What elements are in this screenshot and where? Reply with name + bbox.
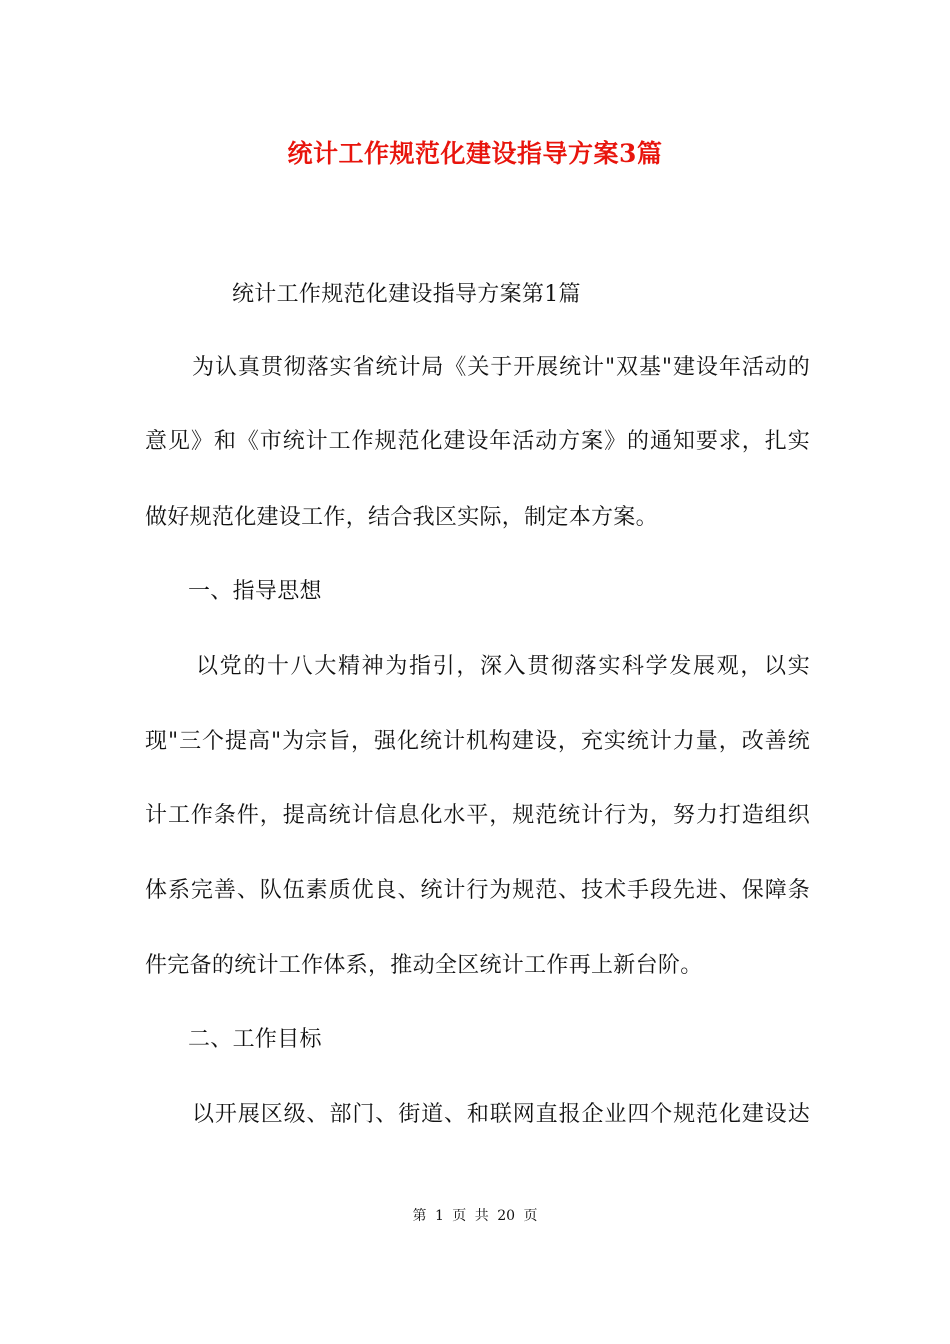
paragraph-line: 以开展区级、部门、街道、和联网直报企业四个规范化建设达 <box>192 1102 810 1127</box>
paragraph-line: 体系完善、队伍素质优良、统计行为规范、技术手段先进、保障条 <box>145 878 810 903</box>
paragraph-line: 计工作条件，提高统计信息化水平，规范统计行为，努力打造组织 <box>145 803 810 828</box>
section-heading-part1: 统计工作规范化建设指导方案第1篇 <box>232 282 581 307</box>
page-number-footer: 第 1 页 共 20 页 <box>412 1208 538 1224</box>
heading-guiding-ideology: 一、指导思想 <box>188 579 322 604</box>
paragraph-line: 为认真贯彻落实省统计局《关于开展统计"双基"建设年活动的 <box>192 355 810 380</box>
heading-work-goals: 二、工作目标 <box>188 1027 322 1052</box>
document-title: 统计工作规范化建设指导方案3篇 <box>287 139 663 168</box>
paragraph-line: 现"三个提高"为宗旨，强化统计机构建设，充实统计力量，改善统 <box>145 729 810 754</box>
paragraph-line: 意见》和《市统计工作规范化建设年活动方案》的通知要求，扎实 <box>145 429 810 454</box>
paragraph-line: 做好规范化建设工作，结合我区实际，制定本方案。 <box>145 505 658 530</box>
paragraph-line: 件完备的统计工作体系，推动全区统计工作再上新台阶。 <box>145 953 703 978</box>
paragraph-line: 以党的十八大精神为指引，深入贯彻落实科学发展观，以实 <box>196 654 810 679</box>
